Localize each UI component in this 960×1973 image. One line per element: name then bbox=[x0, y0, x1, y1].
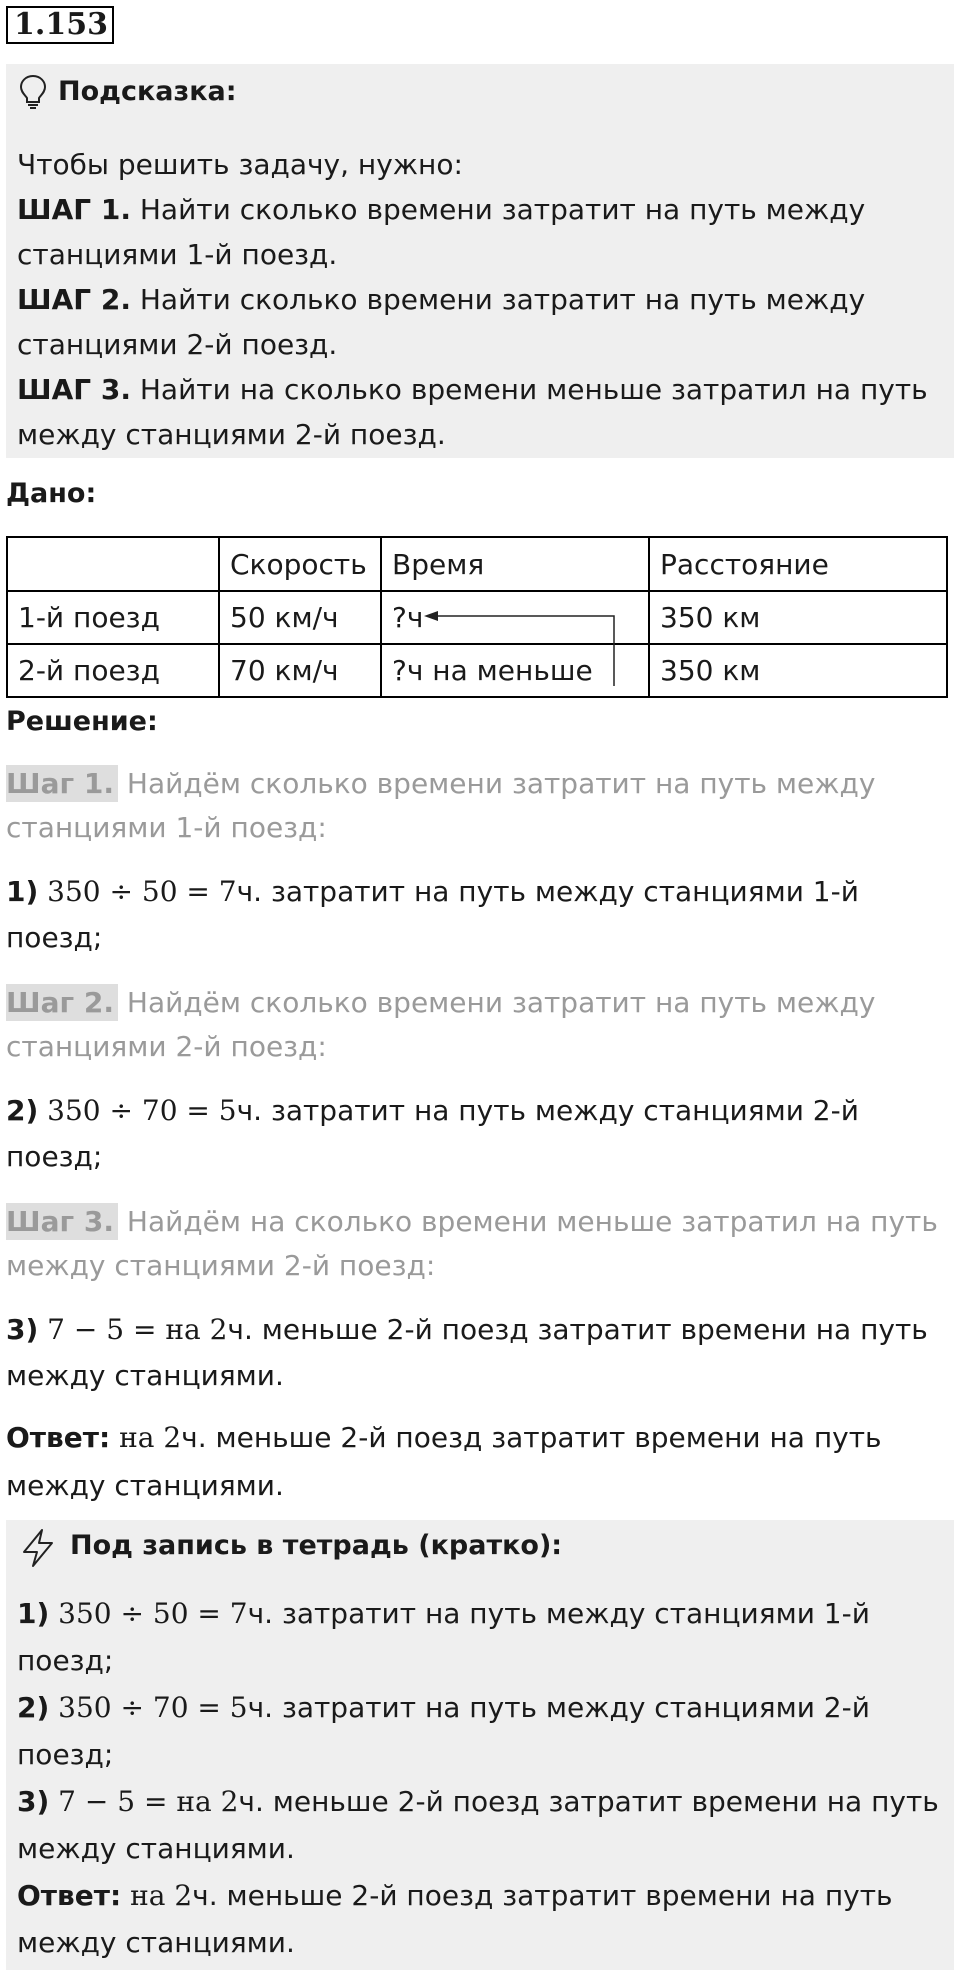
task-number: 1.153 bbox=[6, 6, 114, 44]
calc-text: ч. меньше 2-й поезд затратит времени на путь между станциями. bbox=[6, 1313, 928, 1392]
lightbulb-icon bbox=[18, 74, 48, 110]
calc-math: 350 ÷ 50 = 7 bbox=[49, 1597, 248, 1630]
calc-number: 3) bbox=[17, 1785, 50, 1818]
comparison-arrow-icon bbox=[380, 600, 620, 692]
calc-number: 2) bbox=[6, 1094, 39, 1127]
calc-text: ч. затратит на путь между станциями 1-й поезд; bbox=[6, 875, 859, 954]
solution-step-description bbox=[6, 762, 946, 850]
step-label: Шаг 3. bbox=[6, 1203, 118, 1240]
answer-math: на 2 bbox=[110, 1421, 182, 1454]
hint-step-label: ШАГ 3. bbox=[17, 373, 131, 406]
calc-math: 7 − 5 = на 2 bbox=[49, 1785, 239, 1818]
hint-step-text: Найти сколько времени затратит на путь между станциями 2-й поезд. bbox=[17, 283, 866, 361]
calculation bbox=[6, 1307, 946, 1399]
hint-step-text: Найти на сколько времени меньше затратил на путь между станциями 2-й поезд. bbox=[17, 373, 928, 451]
calculation bbox=[6, 869, 946, 961]
answer-math: на 2 bbox=[121, 1879, 193, 1912]
table-header-cell bbox=[7, 537, 219, 591]
calc-math: 350 ÷ 70 = 5 bbox=[38, 1094, 237, 1127]
table-header-row bbox=[7, 537, 947, 591]
step-text: Найдём сколько времени затратит на путь между станциями 1-й поезд: bbox=[6, 767, 876, 844]
hint-step-label: ШАГ 2. bbox=[17, 283, 131, 316]
hint-step-text: Найти сколько времени затратит на путь между станциями 1-й поезд. bbox=[17, 193, 866, 271]
lightning-icon bbox=[20, 1528, 56, 1568]
hint-step bbox=[17, 367, 947, 457]
answer bbox=[6, 1414, 946, 1510]
step-text: Найдём сколько времени затратит на путь между станциями 2-й поезд: bbox=[6, 986, 876, 1063]
calc-math: 350 ÷ 70 = 5 bbox=[49, 1691, 248, 1724]
step-text: Найдём на сколько времени меньше затратил на путь между станциями 2-й поезд: bbox=[6, 1205, 938, 1282]
table-header-cell: Расстояние bbox=[649, 537, 947, 591]
answer-label: Ответ: bbox=[17, 1879, 122, 1912]
short-notes-body bbox=[17, 1590, 947, 1966]
table-cell: 350 км bbox=[649, 644, 947, 697]
answer-label: Ответ: bbox=[6, 1421, 111, 1454]
calc-text: ч. меньше 2-й поезд затратит времени на путь между станциями. bbox=[17, 1785, 939, 1865]
table-cell: ?ч bbox=[381, 591, 649, 644]
step-label: Шаг 2. bbox=[6, 984, 118, 1021]
solution-step-description bbox=[6, 981, 946, 1069]
calc-number: 1) bbox=[17, 1597, 50, 1630]
table-cell: ?ч на меньше bbox=[381, 644, 649, 697]
hint-step bbox=[17, 187, 947, 277]
hint-step bbox=[17, 277, 947, 367]
given-title: Дано: bbox=[6, 478, 97, 509]
hint-step-label: ШАГ 1. bbox=[17, 193, 131, 226]
hint-body bbox=[17, 142, 947, 457]
hint-intro: Чтобы решить задачу, нужно: bbox=[17, 148, 463, 181]
calc-number: 1) bbox=[6, 875, 39, 908]
short-notes-title: Под запись в тетрадь (кратко): bbox=[70, 1530, 563, 1561]
solution-title: Решение: bbox=[6, 706, 158, 737]
calc-math: 7 − 5 = на 2 bbox=[38, 1313, 228, 1346]
solution-step-description bbox=[6, 1200, 946, 1288]
short-line bbox=[17, 1778, 947, 1872]
calc-text: ч. затратит на путь между станциями 2-й поезд; bbox=[6, 1094, 859, 1173]
short-line bbox=[17, 1684, 947, 1778]
table-cell: 2-й поезд bbox=[7, 644, 219, 697]
table-cell: 350 км bbox=[649, 591, 947, 644]
answer-text: ч. меньше 2-й поезд затратит времени на путь между станциями. bbox=[17, 1879, 893, 1959]
hint-title: Подсказка: bbox=[58, 76, 237, 107]
calc-math: 350 ÷ 50 = 7 bbox=[38, 875, 237, 908]
short-line bbox=[17, 1590, 947, 1684]
step-label: Шаг 1. bbox=[6, 765, 118, 802]
table-cell: 70 км/ч bbox=[219, 644, 381, 697]
calculation bbox=[6, 1088, 946, 1180]
table-header-cell: Скорость bbox=[219, 537, 381, 591]
answer-text: ч. меньше 2-й поезд затратит времени на путь между станциями. bbox=[6, 1421, 882, 1502]
table-header-cell: Время bbox=[381, 537, 649, 591]
calc-number: 3) bbox=[6, 1313, 39, 1346]
calc-text: ч. затратит на путь между станциями 1-й поезд; bbox=[17, 1597, 870, 1677]
table-cell: 50 км/ч bbox=[219, 591, 381, 644]
table-cell: 1-й поезд bbox=[7, 591, 219, 644]
calc-text: ч. затратит на путь между станциями 2-й поезд; bbox=[17, 1691, 870, 1771]
short-answer bbox=[17, 1872, 947, 1966]
calc-number: 2) bbox=[17, 1691, 50, 1724]
